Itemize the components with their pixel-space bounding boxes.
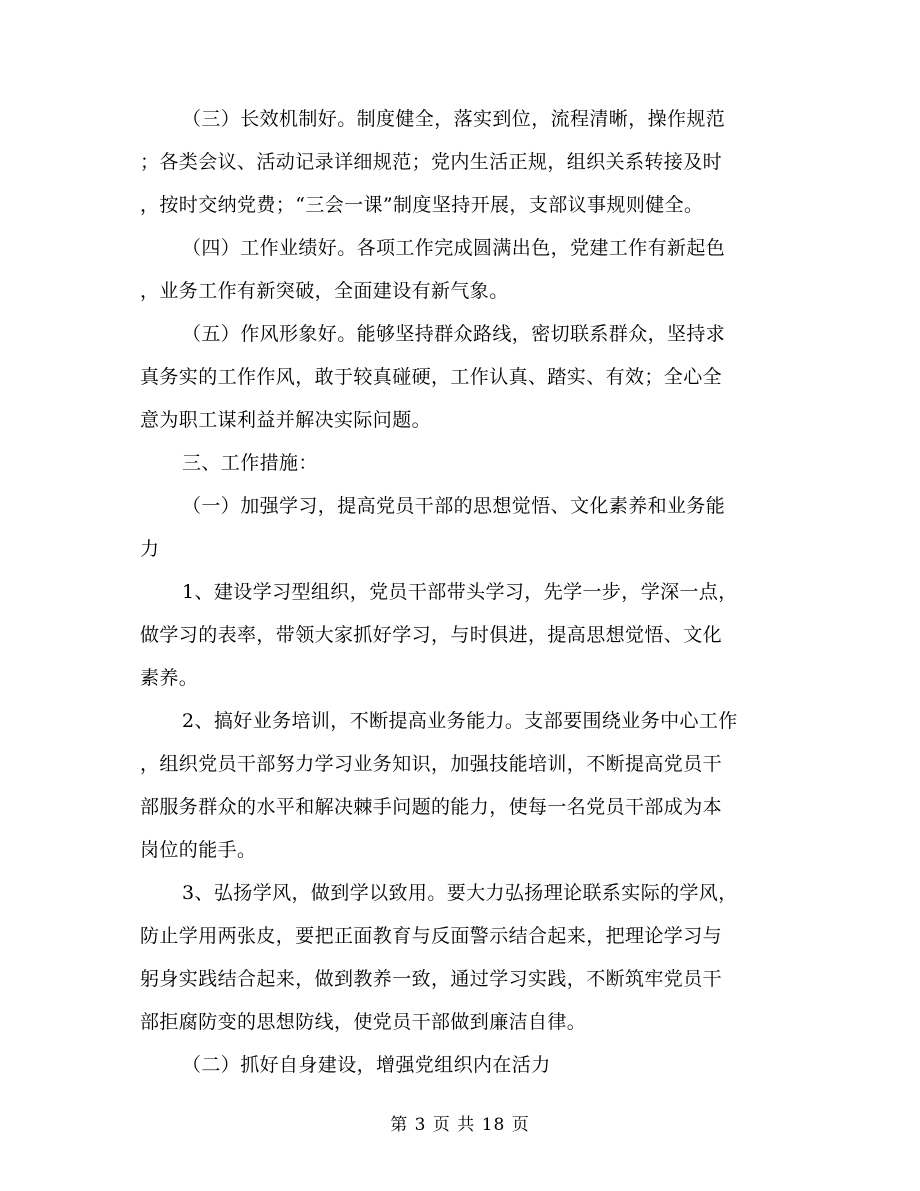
paragraph-line: ，按时交纳党费；“三会一课”制度坚持开展，支部议事规则健全。 xyxy=(140,194,704,216)
paragraph-line: 部拒腐防变的思想防线，使党员干部做到廉洁自律。 xyxy=(140,1011,587,1033)
paragraph-line: 防止学用两张皮，要把正面教育与反面警示结合起来，把理论学习与 xyxy=(140,925,723,947)
paragraph-line: 真务实的工作作风，敢于较真碰硬，工作认真、踏实、有效；全心全 xyxy=(140,366,723,388)
subsection-heading: （二）抓好自身建设，增强党组织内在活力 xyxy=(182,1054,551,1076)
paragraph-line: ；各类会议、活动记录详细规范；党内生活正规，组织关系转接及时 xyxy=(140,151,723,173)
paragraph-line: 做学习的表率，带领大家抓好学习，与时俱进，提高思想觉悟、文化 xyxy=(140,624,723,646)
paragraph-line: 意为职工谋利益并解决实际问题。 xyxy=(140,409,432,431)
section-heading: 三、工作措施： xyxy=(182,452,318,474)
paragraph-line: 1、建设学习型组织，党员干部带头学习，先学一步，学深一点， xyxy=(182,581,738,603)
paragraph-line: 躬身实践结合起来，做到教养一致，通过学习实践，不断筑牢党员干 xyxy=(140,968,723,990)
paragraph-line: ，业务工作有新突破，全面建设有新气象。 xyxy=(140,280,509,302)
page-number-footer: 第 3 页 共 18 页 xyxy=(390,1115,530,1135)
paragraph-line: （四）工作业绩好。各项工作完成圆满出色，党建工作有新起色 xyxy=(182,237,726,259)
paragraph-line: 岗位的能手。 xyxy=(140,839,257,861)
subsection-heading: 力 xyxy=(140,538,160,560)
paragraph-line: 2、搞好业务培训，不断提高业务能力。支部要围绕业务中心工作 xyxy=(182,710,738,732)
paragraph-line: 素养。 xyxy=(140,667,199,689)
subsection-heading: （一）加强学习，提高党员干部的思想觉悟、文化素养和业务能 xyxy=(182,495,726,517)
paragraph-line: （五）作风形象好。能够坚持群众路线，密切联系群众，坚持求 xyxy=(182,323,726,345)
paragraph-line: 3、弘扬学风，做到学以致用。要大力弘扬理论联系实际的学风， xyxy=(182,882,738,904)
paragraph-line: 部服务群众的水平和解决棘手问题的能力，使每一名党员干部成为本 xyxy=(140,796,723,818)
paragraph-line: ，组织党员干部努力学习业务知识，加强技能培训，不断提高党员干 xyxy=(140,753,723,775)
paragraph-line: （三）长效机制好。制度健全，落实到位，流程清晰，操作规范 xyxy=(182,108,726,130)
